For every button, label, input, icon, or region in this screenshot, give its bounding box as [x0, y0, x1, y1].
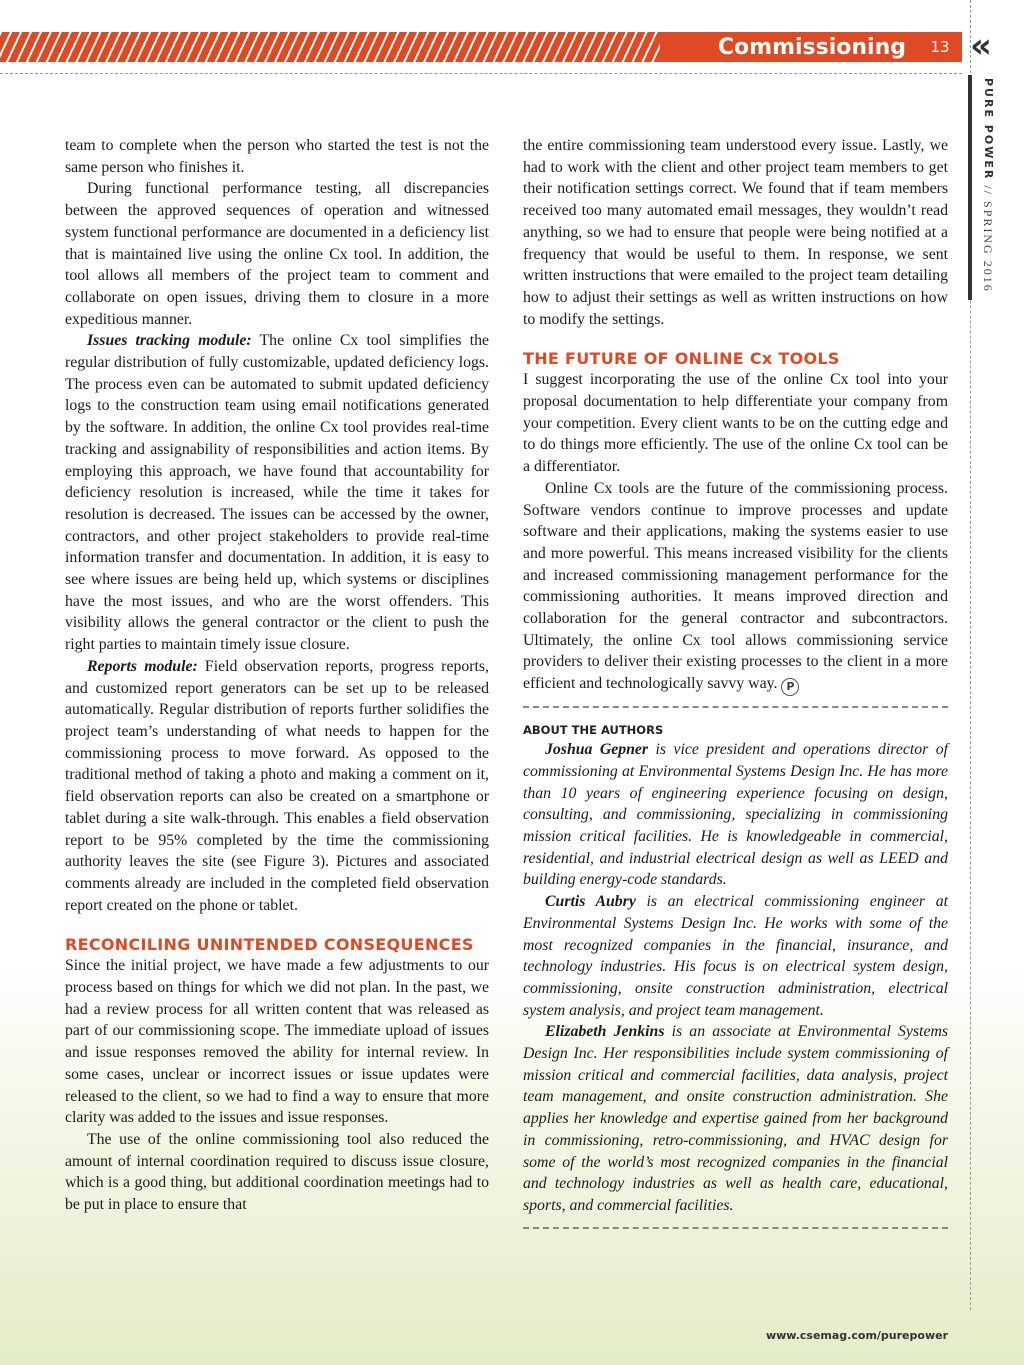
paragraph-lead: Issues tracking module:: [87, 332, 252, 350]
paragraph: [65, 656, 489, 916]
paragraph: [523, 478, 948, 696]
author-bio: [523, 891, 948, 1021]
author-name: Elizabeth Jenkins: [545, 1023, 665, 1041]
author-name: Joshua Gepner: [545, 741, 649, 759]
side-magazine-name: PURE POWER: [982, 78, 995, 181]
paragraph: [65, 330, 489, 656]
section-heading: RECONCILING UNINTENDED CONSEQUENCES: [65, 935, 474, 955]
paragraph: I suggest incorporating the use of the online Cx tool into your proposal documentation to help differentiate your company from your competition. Every client wants to be on the cutting edge and to do things more efficiently. The use of the online Cx tool can be a differentiator.: [523, 371, 948, 476]
author-bio-text: is an electrical commissioning engineer at Environmental Systems Design Inc. He works with some of the most recognized companies in the financial, insurance, and technology industries. His focus is on electrical system design, commissioning, onsite construction administration, electrical system analysis, and project team management.: [523, 893, 949, 1019]
author-bio: [523, 1021, 948, 1216]
vertical-accent-bar: [968, 75, 972, 300]
paragraph: During functional performance testing, all discrepancies between the approved sequences of operation and witnessed system functional performance are documented in a deficiency list that is maintained live using the online Cx tool. In addition, the tool allows all members of the project team to comment and collaborate on open issues, driving them to closure in a more expeditious manner.: [65, 180, 489, 328]
author-bio-text: is an associate at Environmental Systems Design Inc. Her responsibilities include system commissioning of mission critical and commercial facilities, data analysis, project team management, and onsite construction administration. She applies her knowledge and expertise gained from her background in commissioning, retro-commissioning, and HVAC design for some of the world’s most recognized companies in the financial and technology industries as well as health care, educational, sports, and commercial facilities.: [523, 1023, 949, 1214]
paragraph-text: Online Cx tools are the future of the commissioning process. Software vendors continue to improve processes and update software and their applications, making the systems easier to use and more powerful. This means increased visibility for the clients and increased commissioning management performance for the commissioning authorities. It means improved direction and collaboration for the general contractor and subcontractors. Ultimately, the online Cx tool allows commissioning service providers to deliver their existing processes to the client in a more efficient and technologically savvy way.: [523, 479, 948, 693]
end-mark-icon: P: [781, 678, 799, 696]
paragraph: the entire commissioning team understood every issue. Lastly, we had to work with the client and other project team members to get their notification settings correct. We found that if team members received too many automated email messages, they wouldn’t read anything, so we had to ensure that people were being notified at a frequency that would be useful to them. In response, we sent written instructions that were emailed to the project team detailing how to adjust their settings as well as written instructions on how to modify the settings.: [523, 137, 948, 328]
author-name: Curtis Aubry: [545, 893, 636, 911]
section-title: Commissioning: [717, 35, 906, 60]
side-separator: //: [981, 180, 995, 202]
side-issue-label: [975, 78, 995, 293]
paragraph: team to complete when the person who started the test is not the same person who finishes it.: [65, 137, 489, 176]
side-issue-date: SPRING 2016: [981, 201, 995, 293]
footer-url: www.csemag.com/purepower: [765, 1329, 948, 1342]
author-bio-text: is vice president and operations director of commissioning at Environmental Systems Design Inc. He has more than 10 years of engineering experience focusing on design, consulting, and commissioning, specializing in commissioning mission critical facilities. He is knowledgeable in commercial, residential, and industrial electrical design as well as LEED and building energy-code standards.: [523, 741, 948, 889]
right-column: [523, 135, 948, 1229]
chevron-left-icon: «: [970, 26, 984, 66]
left-column: [65, 135, 489, 1216]
author-bio: [523, 739, 948, 891]
section-heading: THE FUTURE OF ONLINE Cx TOOLS: [523, 349, 840, 369]
page-number: 13: [930, 38, 950, 56]
paragraph: Since the initial project, we have made a few adjustments to our process based on things for which we did not plan. In the past, we had a review process for all written content that was released as part of our commissioning scope. The immediate upload of issues and issue responses removed the ability for internal review. In some cases, unclear or incorrect issues or issue updates were released to the client, so we had to find a way to ensure that more clarity was added to the issues and issue responses.: [65, 957, 489, 1127]
paragraph-lead: Reports module:: [87, 657, 198, 675]
authors-divider: [523, 706, 948, 708]
top-divider: [0, 73, 962, 74]
bottom-divider: [523, 1227, 948, 1229]
paragraph: The use of the online commissioning tool also reduced the amount of internal coordination required to discuss issue closure, which is a good thing, but additional coordination meetings had to be put in place to ensure that: [65, 1130, 489, 1214]
paragraph-text: Field observation reports, progress reports, and customized report generators can be set up to be released automatically. Regular distribution of reports further solidifies the project team’s understanding of what needs to happen for the commissioning process to move forward. As opposed to the traditional method of taking a photo and making a comment on it, field observation reports can also be created on a smartphone or tablet during a site walk-through. This enables a field observation report to be 95% completed by the time the commissioning authority leaves the site (see Figure 3). Pictures and associated comments already are included in the completed field observation report created on the phone or tablet.: [65, 657, 489, 914]
paragraph-text: The online Cx tool simplifies the regular distribution of fully customizable, updated deficiency logs. The process even can be automated to submit updated deficiency logs to the construction team using email notifications generated by the software. In addition, the online Cx tool provides real-time tracking and assignability of responsibilities and action items. By employing this approach, we have found that accountability for deficiency resolution is increased, while the time it takes for resolution is decreased. The issues can be accessed by the owner, contractors, and other project stakeholders to provide real-time information transfer and documentation. In addition, it is easy to see where issues are being held up, which systems or disciplines have the most issues, and who are the worst offenders. This visibility allows the general contractor or the client to push the right parties to maintain timely issue closure.: [65, 332, 489, 654]
about-authors-heading: ABOUT THE AUTHORS: [523, 723, 664, 738]
